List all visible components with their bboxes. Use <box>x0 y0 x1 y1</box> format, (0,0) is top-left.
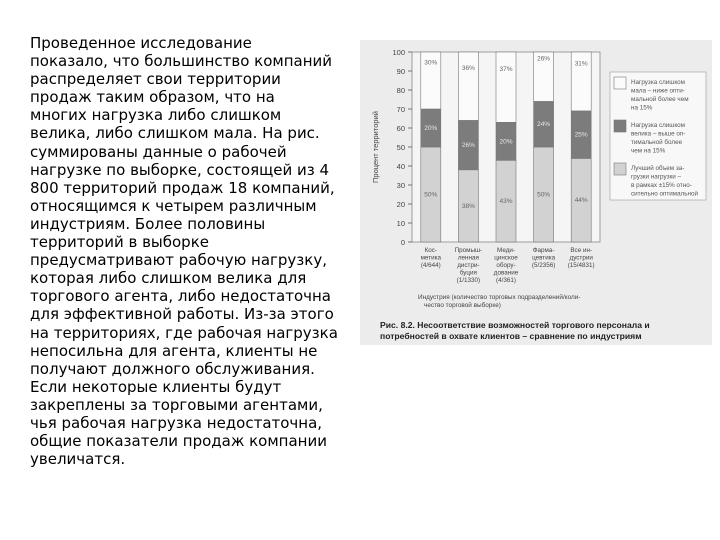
bar-segment <box>458 52 478 120</box>
bar-data-label: 44% <box>574 197 588 205</box>
paragraph-line: увеличатся. <box>30 450 126 469</box>
y-tick-label: 70 <box>396 105 405 114</box>
paragraph-line: относящимся к четырем различным <box>30 196 317 215</box>
paragraph-line: торгового агента, либо недостаточна <box>30 287 331 306</box>
paragraph-line: закреплены за торговыми агентами, <box>30 395 323 414</box>
y-tick-label: 90 <box>396 67 405 76</box>
paragraph-line: велика, либо слишком мала. На рис. <box>30 124 320 143</box>
x-category-label: дование <box>493 269 519 277</box>
y-tick-label: 50 <box>396 143 405 152</box>
y-tick-label: 10 <box>396 219 405 228</box>
x-category-label: Фарма- <box>532 247 555 254</box>
bar-segment <box>496 52 516 122</box>
legend-label: грузки нагрузки – <box>631 173 682 181</box>
x-category-label: дистри- <box>457 262 480 269</box>
x-category-label: обору- <box>496 262 516 269</box>
x-category-count: (15/4831) <box>567 262 595 269</box>
caption-line: Рис. 8.2. Несоответствие возможностей торгового персонала и <box>380 320 650 330</box>
legend-swatch <box>614 120 626 132</box>
paragraph-line: распределяет свои территории <box>30 70 281 89</box>
chart-footnote: чество торговой выборке) <box>424 302 501 309</box>
legend-swatch <box>614 163 626 175</box>
bar-data-label: 50% <box>424 191 438 199</box>
y-tick-label: 0 <box>400 238 405 247</box>
bar-data-label: 31% <box>574 60 588 68</box>
x-category-label: Меди- <box>497 247 515 254</box>
paragraph-line: получают должного обслуживания. <box>30 359 315 378</box>
legend-label: Нагрузка слишком <box>631 122 686 129</box>
legend-label: Нагрузка слишком <box>631 79 686 86</box>
bar-data-label: 24% <box>537 121 551 129</box>
paragraph-line: которая либо слишком велика для <box>30 269 307 288</box>
legend-label: сительно оптимальной <box>631 190 699 198</box>
legend-label: мальной более чем <box>631 96 689 103</box>
bar-data-label: 20% <box>424 125 438 132</box>
paragraph-line: на территориях, где рабочая нагрузка <box>30 323 338 342</box>
bar-data-label: 30% <box>424 59 438 67</box>
paragraph-line: нагрузке по выборке, состоящей из 4 <box>30 160 330 179</box>
caption-line: потребностей в охвате клиентов – сравнение по индустриям <box>380 331 642 341</box>
paragraph-line: Если некоторые клиенты будут <box>30 377 282 396</box>
y-tick-label: 100 <box>392 48 405 57</box>
x-category-label: Все ин- <box>570 247 593 254</box>
bar-data-label: 26% <box>461 142 475 150</box>
paragraph-line: непосильна для агента, клиенты не <box>30 341 318 360</box>
figure-caption <box>380 320 710 342</box>
paragraph-line: показало, что большинство компаний <box>30 52 333 71</box>
y-tick-label: 30 <box>396 181 405 190</box>
paragraph-line: для эффективной работы. Из-за этого <box>30 305 334 324</box>
paragraph-line: суммированы данные о рабочей <box>30 142 287 161</box>
legend-label: в рамках ±15% отно- <box>631 182 692 189</box>
y-tick-label: 20 <box>396 200 405 209</box>
bar-data-label: 20% <box>499 138 513 146</box>
paragraph-line: территорий в выборке <box>30 233 209 252</box>
y-axis-label: Процент территорий <box>371 111 380 183</box>
x-category-label: метика <box>420 254 442 262</box>
paragraph-line: общие показатели продаж компании <box>30 432 327 451</box>
legend-label: чем на 15% <box>631 147 666 155</box>
x-category-label: ленная <box>457 254 479 262</box>
bar-data-label: 36% <box>461 65 475 73</box>
paragraph-line: чья рабочая нагрузка недостаточна, <box>30 413 323 432</box>
x-category-count: (4/361) <box>496 277 516 284</box>
bar-data-label: 43% <box>499 198 513 206</box>
chart-footnote: Индустрия (количество торговых подразделений/коли- <box>418 294 581 301</box>
x-category-label: дустрии <box>569 254 593 262</box>
x-category-count: (5/2356) <box>531 262 556 269</box>
x-category-count: (4/644) <box>420 262 441 269</box>
legend-label: тимальной более <box>631 139 683 146</box>
paragraph-line: продаж таким образом, что на <box>30 88 275 107</box>
bar-data-label: 50% <box>537 191 551 199</box>
x-category-count: (1/1330) <box>456 277 481 284</box>
bar-data-label: 25% <box>574 131 588 139</box>
legend-label: мала – ниже опти- <box>631 87 685 95</box>
x-category-label: цинское <box>494 254 518 262</box>
figure-scan <box>360 40 712 345</box>
body-paragraph <box>30 34 360 468</box>
legend-swatch <box>614 77 626 89</box>
x-category-label: Кос- <box>424 247 438 254</box>
x-category-label: буция <box>459 269 477 277</box>
y-tick-label: 80 <box>396 86 405 95</box>
x-category-label: Промыш- <box>454 247 483 254</box>
paragraph-line: предусматривают рабочую нагрузку, <box>30 251 327 270</box>
bar-data-label: 37% <box>499 66 513 74</box>
paragraph-line: многих нагрузка либо слишком <box>30 106 282 125</box>
workload-chart <box>360 40 712 345</box>
paragraph-line: индустриям. Более половины <box>30 214 266 233</box>
legend-label: велика – выше оп- <box>631 130 686 138</box>
y-tick-label: 60 <box>396 124 405 133</box>
legend-label: Лучший объем за- <box>631 165 685 172</box>
bar-data-label: 26% <box>537 55 551 63</box>
paragraph-line: 800 территорий продаж 18 компаний, <box>30 178 335 197</box>
x-category-label: цевтика <box>532 254 556 262</box>
y-tick-label: 40 <box>396 162 405 171</box>
legend-label: на 15% <box>631 104 653 112</box>
paragraph-line: Проведенное исследование <box>30 34 252 52</box>
bar-data-label: 38% <box>461 202 475 210</box>
